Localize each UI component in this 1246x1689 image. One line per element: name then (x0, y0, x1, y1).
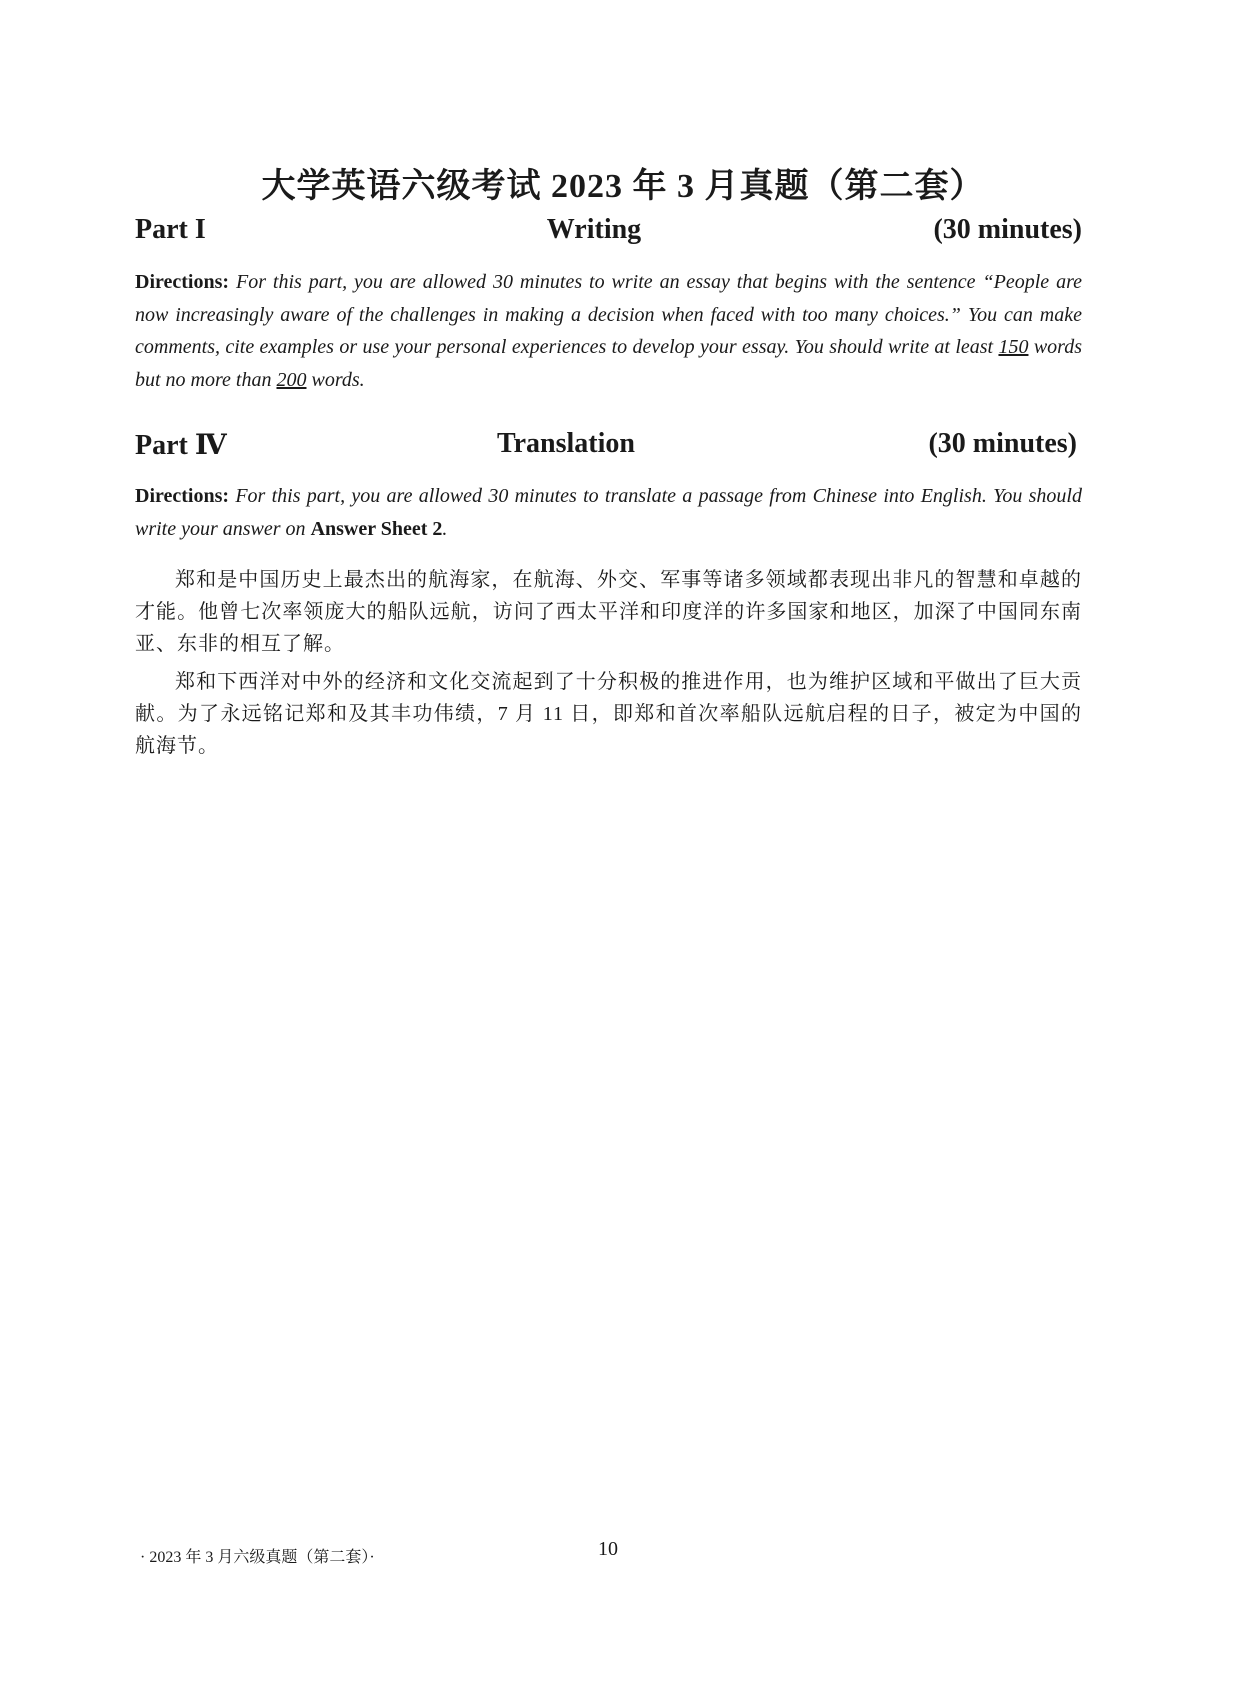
max-words: 200 (276, 368, 307, 391)
part-4-label: Part Ⅳ (135, 430, 227, 461)
part-1-header (135, 214, 1082, 250)
answer-sheet: Answer Sheet 2 (310, 517, 443, 540)
directions-lead: Directions: (135, 485, 230, 507)
part-4-time: (30 minutes) (928, 428, 1077, 459)
part-1-directions (135, 266, 1082, 396)
part-4-directions (135, 480, 1082, 545)
page-title: 大学英语六级考试 2023 年 3 月真题（第二套） (261, 168, 985, 205)
part-4-header (135, 428, 1082, 464)
passage-paragraph-1: 郑和是中国历史上最杰出的航海家，在航海、外交、军事等诸多领域都表现出非凡的智慧和卓越的才能。他曾七次率领庞大的船队远航，访问了西太平洋和印度洋的许多国家和地区，加深了中国同东南亚、东非的相互了解。 (135, 569, 1082, 655)
page-number: 10 (598, 1538, 618, 1560)
directions-text: For this part, you are allowed 30 minutes to translate a passage from Chinese into English. You should write your answer on (135, 485, 1082, 540)
part-4-name: Translation (497, 428, 635, 459)
directions-text: words but no more than (135, 336, 1082, 391)
directions-lead: Directions: (135, 271, 230, 293)
directions-text: For this part, you are allowed 30 minutes to write an essay that begins with the sentence “People are now increasingly aware of the challenges in making a decision when faced with too many choices.” You can make comments, cite examples or use your personal experiences to develop your essay. You should write at least (135, 271, 1082, 358)
part-1-label: Part I (135, 214, 206, 245)
part-1-name: Writing (546, 214, 642, 245)
directions-text: words. (306, 368, 365, 391)
part-1-time: (30 minutes) (933, 214, 1082, 245)
directions-text: . (442, 517, 448, 540)
min-words: 150 (998, 336, 1029, 358)
passage-paragraph-2: 郑和下西洋对中外的经济和文化交流起到了十分积极的推进作用，也为维护区域和平做出了巨大贡献。为了永远铭记郑和及其丰功伟绩，7 月 11 日，即郑和首次率船队远航启程的日子，被定为中国的航海节。 (135, 671, 1082, 757)
footer-running-title: · 2023 年 3 月六级真题（第二套）· (140, 1549, 375, 1566)
